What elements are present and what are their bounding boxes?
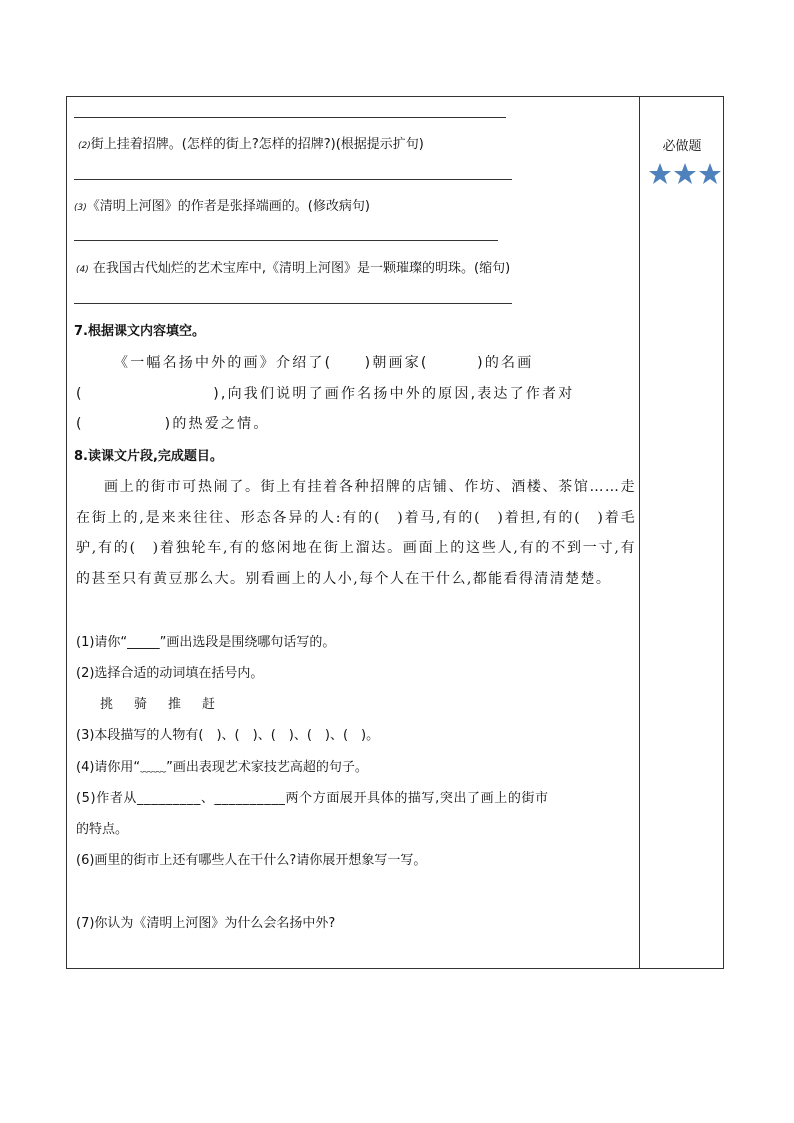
star-icon	[649, 163, 671, 184]
answer-line[interactable]	[74, 117, 506, 118]
q6-sub3: (3)《清明上河图》的作者是张择端画的。(修改病句)	[74, 199, 370, 214]
answer-line[interactable]	[74, 303, 512, 304]
answer-line[interactable]	[74, 179, 512, 180]
q8-sub1: (1)请你“_____”画出选段是围绕哪句话写的。	[76, 635, 336, 650]
verb-options: 挑 骑 推 赶	[100, 697, 220, 712]
column-divider	[639, 96, 640, 969]
q8-sub2: (2)选择合适的动词填在括号内。	[76, 666, 264, 681]
q8-sub6: (6)画里的街市上还有哪些人在干什么?请你展开想象写一写。	[76, 853, 427, 868]
q8-sub7: (7)你认为《清明上河图》为什么会名扬中外?	[76, 916, 336, 931]
q6-sub2: (2)街上挂着招牌。(怎样的街上?怎样的招牌?)(根据提示扩句)	[78, 137, 424, 152]
required-label: 必做题	[662, 139, 702, 154]
difficulty-stars	[648, 162, 722, 188]
q7-fill-text: 《一幅名扬中外的画》介绍了( )朝画家( )的名画 ( ),向我们说明了画作名扬中外的原因,表达了作者对 ( )的热爱之情。	[76, 355, 575, 432]
q8-sub3: (3)本段描写的人物有( )、( )、( )、( )、( )。	[76, 728, 380, 743]
q6-sub4: (4) 在我国古代灿烂的艺术宝库中,《清明上河图》是一颗璀璨的明珠。(缩句)	[76, 261, 511, 276]
q7-heading: 7.根据课文内容填空。	[74, 324, 205, 339]
star-icon	[699, 163, 721, 184]
q8-sub5: (5)作者从_________、__________两个方面展开具体的描写,突出了画上的街市	[76, 791, 549, 806]
q8-sub4: (4)请你用“﹏﹏”画出表现艺术家技艺高超的句子。	[76, 760, 368, 775]
q8-heading: 8.读课文片段,完成题目。	[74, 449, 223, 464]
reading-passage: 画上的街市可热闹了。街上有挂着各种招牌的店铺、作坊、酒楼、茶馆……走在街上的,是来来往往、形态各异的人:有的( )着马,有的( )着担,有的( )着毛驴,有的( )着独轮车,有的悠闲地在街上溜达。画面上的这些人,有的不到一寸,有的甚至只有黄豆那么大。别看画上的人小,每个人在干什么,都能看得清清楚楚。	[76, 479, 636, 587]
answer-line[interactable]	[74, 240, 498, 241]
star-icon	[674, 163, 696, 184]
q8-sub5-end: 的特点。	[76, 822, 129, 837]
